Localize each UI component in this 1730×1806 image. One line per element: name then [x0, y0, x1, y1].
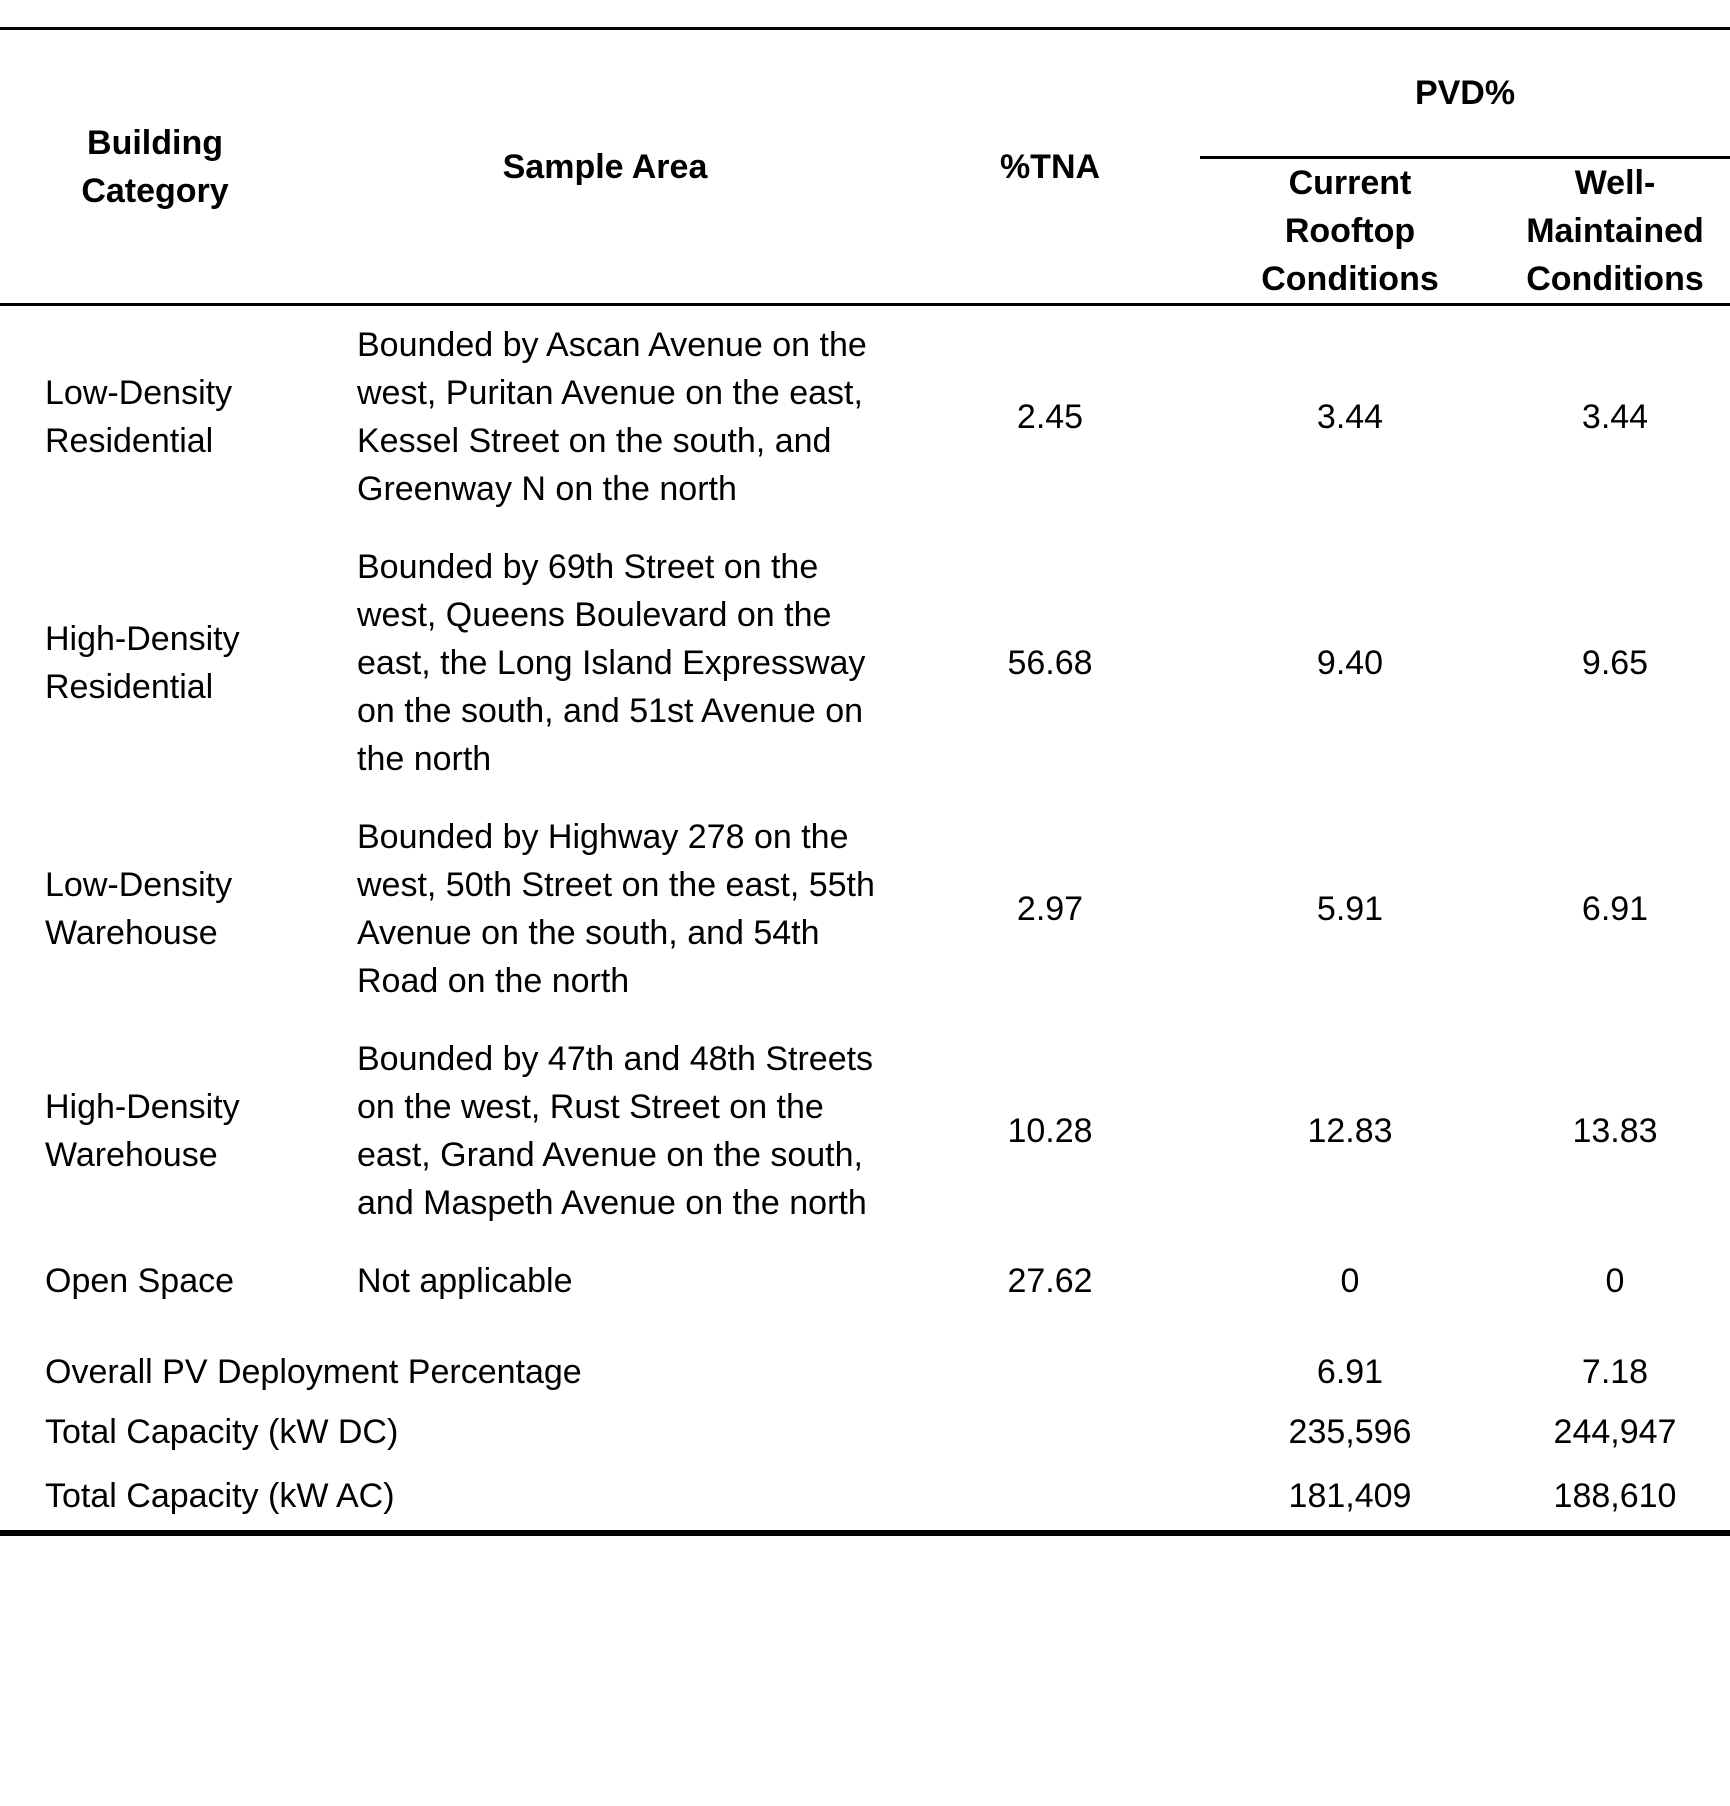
tna-value-cell: 2.45 [1016, 398, 1084, 436]
header-sample-area: Sample Area [310, 29, 900, 305]
summary-row-overall-pv-deployment [0, 1320, 1730, 1400]
tna-value-cell: 2.97 [1016, 890, 1084, 928]
table-row-high-density-residential [0, 528, 1730, 798]
current-value-cell: 12.83 [1307, 1112, 1393, 1150]
header-well-maintained-conditions [1500, 158, 1730, 305]
sample-area-cell [310, 798, 900, 1020]
pv-deployment-table [0, 27, 1730, 1536]
well-value-cell: 3.44 [1581, 398, 1649, 436]
current-value-cell: 9.40 [1316, 644, 1384, 682]
sample-area-cell [310, 305, 900, 529]
category-cell: High-Density Residential [45, 620, 240, 706]
current-value-cell: 5.91 [1316, 890, 1384, 928]
current-value-cell: 181,409 [1200, 1464, 1500, 1533]
table-row-open-space [0, 1242, 1730, 1320]
well-value-cell: 0 [1605, 1262, 1625, 1300]
header-well-maintained-conditions-label: Well-Maintained Conditions [1526, 164, 1704, 298]
sample-area-text: Bounded by 47th and 48th Streets on the west, Rust Street on the east, Grand Avenue on the south, and Maspeth Avenue on the north [357, 1040, 874, 1222]
table-row-high-density-warehouse [0, 1020, 1730, 1242]
table-row-low-density-warehouse [0, 798, 1730, 1020]
sample-area-text: Bounded by 69th Street on the west, Queens Boulevard on the east, the Long Island Expressway on the south, and 51st Avenue on the north [357, 548, 866, 778]
sample-area-text: Bounded by Ascan Avenue on the west, Puritan Avenue on the east, Kessel Street on the south, and Greenway N on the north [357, 326, 867, 508]
sample-area-cell [310, 528, 900, 798]
tna-value-cell: 10.28 [1007, 1112, 1093, 1150]
summary-label-cell: Overall PV Deployment Percentage [45, 1353, 582, 1391]
sample-area-cell [310, 1020, 900, 1242]
category-cell: Low-Density Residential [45, 374, 233, 460]
category-cell: Low-Density Warehouse [45, 866, 233, 952]
summary-label-cell: Total Capacity (kW AC) [0, 1464, 1200, 1533]
well-value-cell: 13.83 [1572, 1112, 1658, 1150]
tna-value-cell: 27.62 [1007, 1262, 1093, 1300]
current-value-cell: 3.44 [1316, 398, 1384, 436]
table-row-low-density-residential [0, 305, 1730, 529]
well-value-cell: 244,947 [1553, 1413, 1677, 1451]
well-value-cell: 9.65 [1581, 644, 1649, 682]
current-value-cell: 235,596 [1288, 1413, 1412, 1451]
category-cell: Open Space [45, 1262, 235, 1300]
summary-label-cell: Total Capacity (kW DC) [45, 1413, 399, 1451]
header-building-category [0, 29, 310, 305]
header-building-category-label: Building Category [81, 123, 229, 210]
category-cell: High-Density Warehouse [45, 1088, 240, 1174]
well-value-cell: 6.91 [1581, 890, 1649, 928]
current-value-cell: 0 [1340, 1262, 1360, 1300]
sample-area-text: Not applicable [357, 1262, 573, 1300]
sample-area-text: Bounded by Highway 278 on the west, 50th Street on the east, 55th Avenue on the south, and 54th Road on the north [357, 818, 875, 1000]
table-body [0, 305, 1730, 1534]
header-current-rooftop-conditions [1200, 158, 1500, 305]
summary-row-total-capacity-dc [0, 1400, 1730, 1464]
sample-area-cell [310, 1242, 900, 1320]
summary-row-total-capacity-ac [0, 1464, 1730, 1533]
tna-value-cell: 56.68 [1007, 644, 1093, 682]
header-tna: %TNA [900, 29, 1200, 305]
well-value-cell: 7.18 [1581, 1353, 1649, 1391]
header-current-rooftop-conditions-label: Current Rooftop Conditions [1261, 164, 1439, 298]
table-header [0, 29, 1730, 305]
well-value-cell: 188,610 [1500, 1464, 1730, 1533]
current-value-cell: 6.91 [1316, 1353, 1384, 1391]
header-row-group [0, 29, 1730, 158]
header-pvd-group: PVD% [1200, 29, 1730, 158]
